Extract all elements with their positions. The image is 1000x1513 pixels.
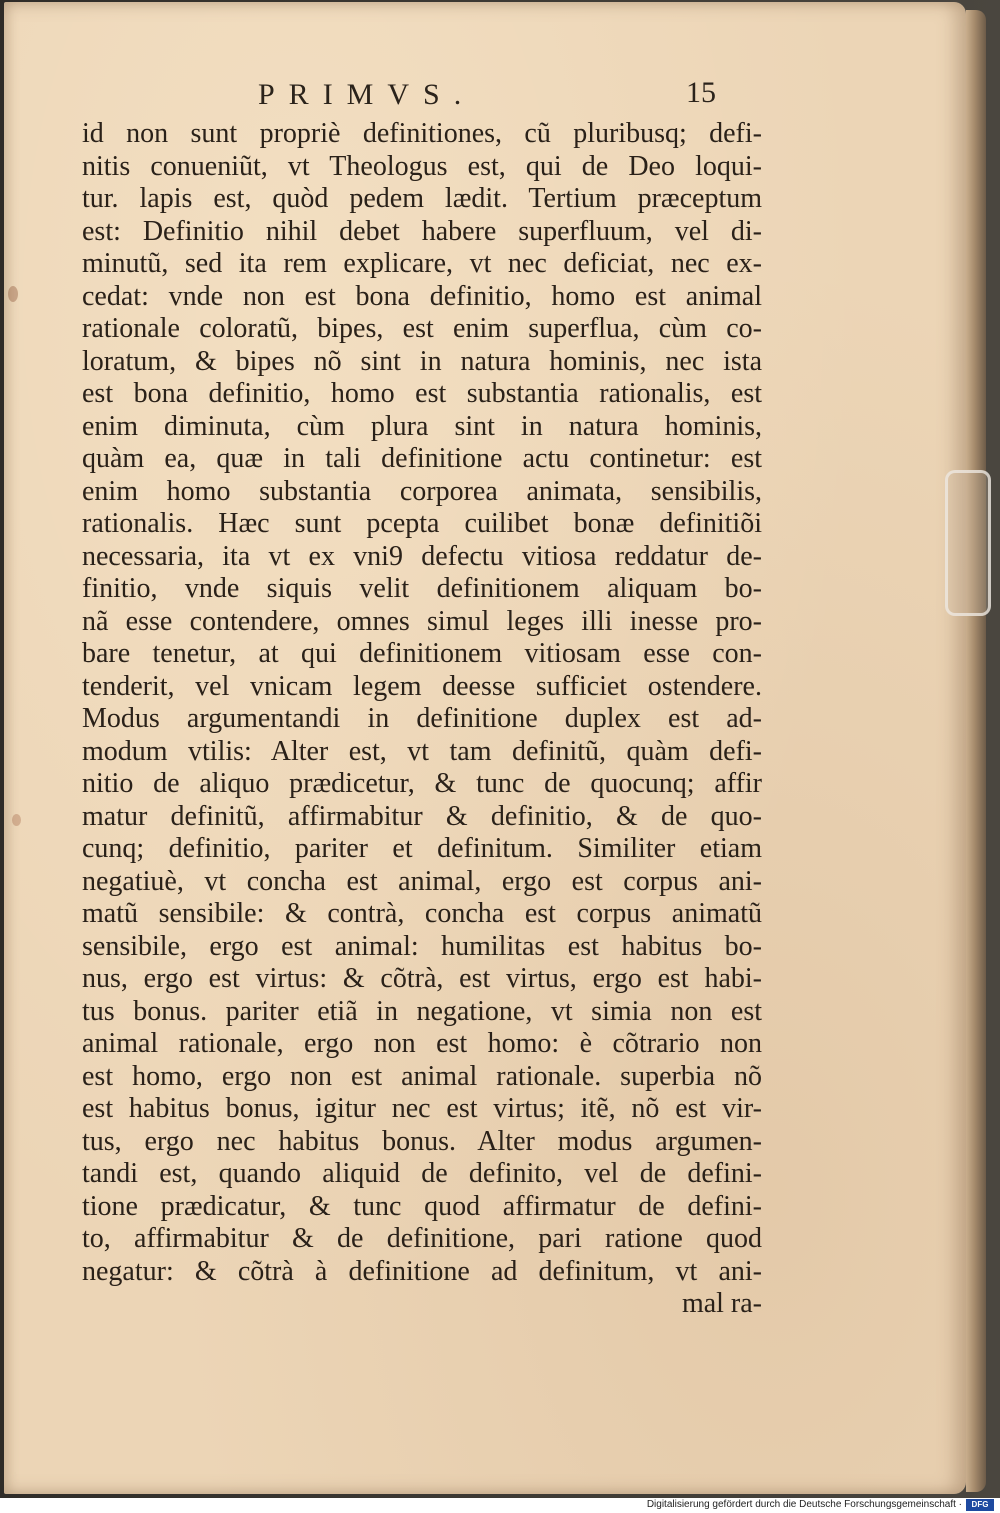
text-line: tus bonus. pariter etiã in negatione, vt simia non est (82, 995, 762, 1027)
text-line: est homo, ergo non est animal rationale. superbia nõ (82, 1060, 762, 1092)
text-line: tenderit, vel vnicam legem deesse sufficiet ostendere. (82, 670, 762, 702)
text-line: est: Definitio nihil debet habere superfluum, vel di- (82, 215, 762, 247)
text-line: sensibile, ergo est animal: humilitas est habitus bo- (82, 930, 762, 962)
text-line: est bona definitio, homo est substantia rationalis, est (82, 378, 762, 409)
text-line: enim homo substantia corporea animata, sensibilis, (82, 475, 762, 507)
text-line: modum vtilis: Alter est, vt tam definitũ, quàm defi- (82, 735, 762, 767)
text-line: minutũ, sed ita rem explicare, vt nec deficiat, nec ex- (82, 248, 762, 279)
text-line: necessaria, ita vt ex vni9 defectu vitiosa reddatur de- (82, 540, 762, 572)
text-line: cunq; definitio, pariter et definitum. Similiter etiam (82, 833, 762, 864)
running-head: PRIMVS. (258, 78, 476, 111)
text-line: animal rationale, ergo non est homo: è cõtrario non (82, 1028, 762, 1059)
text-line: rationalis. Hæc sunt pcepta cuilibet bonæ definitiõi (82, 508, 762, 539)
ink-stain (12, 814, 21, 826)
text-line: loratum, & bipes nõ sint in natura hominis, nec ista (82, 345, 762, 377)
text-line: rationale coloratũ, bipes, est enim superflua, cùm co- (82, 313, 762, 344)
text-line: nitis conueniũt, vt Theologus est, qui de Deo loqui- (82, 150, 762, 182)
footer-credit: Digitalisierung gefördert durch die Deutsche Forschungsgemeinschaft · (646, 1499, 962, 1510)
text-line: tione prædicatur, & tunc quod affirmatur de defini- (82, 1190, 762, 1222)
digitization-footer (0, 1498, 1000, 1513)
text-line: enim diminuta, cùm plura sint in natura hominis, (82, 410, 762, 442)
text-line: est habitus bonus, igitur nec est virtus; itẽ, nõ est vir- (82, 1093, 762, 1124)
text-line: cedat: vnde non est bona definitio, homo est animal (82, 280, 762, 312)
clasp-mark (945, 470, 991, 616)
text-line: negatur: & cõtrà à definitione ad definitum, vt ani- (82, 1255, 762, 1287)
text-line: tandi est, quando aliquid de definito, vel de defini- (82, 1158, 762, 1189)
text-line: Modus argumentandi in definitione duplex est ad- (82, 703, 762, 734)
text-line: matũ sensibile: & contrà, concha est corpus animatũ (82, 898, 762, 929)
dfg-logo: DFG (966, 1499, 994, 1511)
text-line: negatiuè, vt concha est animal, ergo est corpus ani- (82, 865, 762, 897)
text-line: id non sunt propriè definitiones, cũ pluribusq; defi- (82, 118, 762, 149)
main-text (82, 118, 762, 1321)
page-number: 15 (686, 76, 716, 109)
text-line: tur. lapis est, quòd pedem lædit. Tertium præceptum (82, 183, 762, 214)
text-line: finitio, vnde siquis velit definitionem aliquam bo- (82, 573, 762, 604)
ink-stain (8, 286, 18, 302)
text-line: quàm ea, quæ in tali definitione actu continetur: est (82, 443, 762, 474)
text-line: matur definitũ, affirmabitur & definitio, & de quo- (82, 800, 762, 832)
text-line: nitio de aliquo prædicetur, & tunc de quocunq; affir (82, 768, 762, 799)
text-line: nã esse contendere, omnes simul leges illi inesse pro- (82, 605, 762, 637)
text-line: tus, ergo nec habitus bonus. Alter modus argumen- (82, 1125, 762, 1157)
text-line: bare tenetur, at qui definitionem vitiosam esse con- (82, 638, 762, 669)
text-line: nus, ergo est virtus: & cõtrà, est virtus, ergo est habi- (82, 963, 762, 994)
page-edge (966, 10, 986, 1492)
catchword: mal ra- (681, 1288, 762, 1319)
text-line: to, affirmabitur & de definitione, pari ratione quod (82, 1223, 762, 1254)
